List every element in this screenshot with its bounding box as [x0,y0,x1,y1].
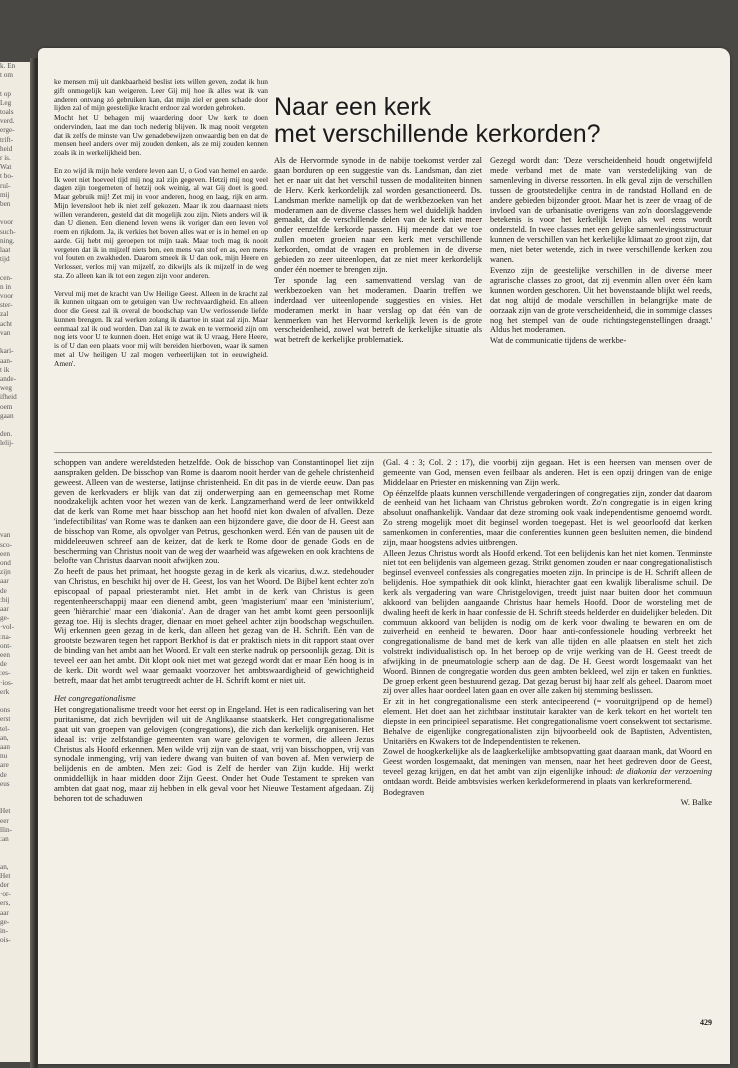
previous-page-fragment [0,853,30,862]
previous-page-fragment [0,697,30,706]
previous-page-fragment: t om [0,71,13,80]
previous-page-fragment: zijn [0,568,11,577]
prayer-paragraph: En zo wijd ik mijn hele verdere leven aan U, o God van hemel en aarde. Ik weet niet hoeveel tijd mij nog zal zijn gegeven. Hetzij mij nog veel dagen zijn toegemeten of hetzij ook weinig, al wat Gij doet is goed. Maar gebruik mij! Zet mij in voor anderen, hoog en laag, rijk en arm. Mijn levensloot heb ik niet zelf gekozen. Maar ik zou daarnaast niets willen veranderen, gesteld dat dit mogelijk zou zijn. Niets anders wil ik dan U dienen. Een dienend leven wens ik voriger dan een leven vol roem en rijkdom. Ja, ik verkies het boven alles wat er is in hemel en op aarde. Gij hebt mij geroepen tot mijn taak. Maar toch mag ik nooit vergeten dat ik in mijzelf niets ben, een mens van stof en as, een mens vol fouten en zwakheden. Daarom smeek ik U dan ook, mijn Heere en Verlosser, verlos mij van mijzelf, zo dikwijls als ik mijzelf in de weg sta. Zo alleen kan ik tot een zegen zijn voor anderen. [54,165,268,280]
previous-page-fragment [0,458,30,467]
body-paragraph: schoppen van andere wereldsteden hetzelfde. Ook de bisschop van Constantinopel liet zijn aanspraken gelden. De bisschop van Rome is daarom nooit herder van de gehele christenheid geweest. Alleen van de westerse, latijnse christenheid. En dit pas in de vierde eeuw. Dan pas geven de kerkvaders er blijk van dat zij onderwerping aan en gemeenschap met Rome noodzakelijk achten voor het wezen van de kerk. Langzamerhand werd de leer ontwikkeld dat de kerk van Rome met haar bisschop aan het hoofd niet kon dwalen of afvallen. Deze 'indefectibilitas' van Rome was te danken aan een bijzondere gave, die door de H. Geest aan de bisschop van Rome, als opvolger van Petrus, geschonken werd. Eén van de pausen uit de middeleeuwen schreef aan de keizer, dat de kerk te Rome door de genade Gods en de bescherming van Christus nooit van de weg der waarheid was afgeweken en ook krachtens de belofte van Christus daarvan nooit afwijken zou. [54,457,374,566]
previous-page-edge [0,62,30,1062]
previous-page-fragment: voor [0,292,14,301]
previous-page-fragment: een [0,651,10,659]
previous-page-fragment: ge- [0,614,10,623]
previous-page-fragment: aar [0,908,9,917]
body-paragraph: Zo heeft de paus het primaat, het hoogste gezag in de kerk als vicarius, d.w.z. stedehouder van Christus, en beschikt hij over de H. Geest, los van het Woord. De Bijbel kent echter zo'n episcopaal of papaal priesterambt niet. Het ambt in de kerk van Christus is geen regentenheerschappij maar een dienend ambt, geen 'magisterium' maar een 'ministerium', geen 'hiërarchie' maar een 'diakonia'. Aan de drager van het ambt komt geen persoonlijk gezag toe. Hij is slechts drager, dienaar en moet geheel achter zijn boodschap wegschuilen. Wij erkennen geen gezag in de kerk, dan alleen het gezag van de H. Schrift. Eén van de grootste bezwaren tegen het rapport Berkhof is dat er praktisch niets in dit rapport staat over de binding van het ambt aan het Woord. Er valt een sterke nadruk op persoonlijk gezag. Dit is teveel eer aan het ambt. Dit klopt ook niet met wat gezegd wordt dat er maar Eén hoog is in de kerk. Dit wordt wel waar gemaakt voorzover het ambtswaardigheid of gewichtigheid betreft, maar dat het ambt terugtreedt achter de H. Schrift komt er niet uit. [54,566,374,685]
previous-page-fragment: de [0,770,7,779]
previous-page-fragment: llin- [0,825,12,834]
previous-page-fragment: an, [0,862,9,871]
author-signature: W. Balke [680,796,712,807]
previous-page-fragment: ·vol- [0,623,14,632]
previous-page-fragment: toals [0,108,14,117]
previous-page-fragment [0,476,30,485]
previous-page-fragment [0,798,30,807]
previous-page-fragment: eus [0,779,10,788]
previous-page-fragment: :an [0,835,9,844]
previous-page-fragment [0,467,30,476]
previous-page-fragment: sco- [0,540,12,549]
previous-page-fragment: aar [0,604,9,613]
previous-page-fragment: ruï- [0,181,11,190]
previous-page-fragment: aan [0,743,10,752]
body-paragraph: Op éénzelfde plaats kunnen verschillende vergaderingen of congregaties zijn, zonder dat daarom de eenheid van het lichaam van Christus gebroken wordt. Zo'n congregatie is in eigen kring absoluut onafhankelijk. Vandaar dat deze stroming ook vaak independentisme genoemd wordt. Zo streng mogelijk moet dit beginsel worden toegepast. Het is wel geoorloofd dat kerken samenkomen in conferenties, maar die conferenties kunnen geen besluiten nemen, die bindend zijn, maar hoogstens advies uitbrengen. [383,487,712,547]
article-column-1 [274,156,482,345]
previous-page-fragment [0,264,30,273]
article-title [274,94,694,148]
lower-column-right [383,458,712,808]
article-paragraph: Evenzo zijn de geestelijke verschillen in de diverse meer agrarische classes zo groot, dat zij evenmin allen over één kam kunnen worden geschoren. Uit het bovenstaande blijkt wel reeds, dat nog altijd de modale verschillen in belangrijke mate de oorzaak zijn van de grote verscheidenheid, die in sommige classes nog het stempel van de oude richtingstegenstellingen draagt.' Aldus het moderamen. [490,265,712,335]
previous-page-fragment: an, [0,733,9,742]
previous-page-fragment: :na- [0,632,12,641]
previous-page-fragment [0,449,30,458]
previous-page-fragment: heid [0,144,13,153]
previous-page-fragment: t bo- [0,172,14,181]
previous-page-fragment: ge- [0,917,10,926]
previous-page-fragment [0,495,30,504]
body-paragraph: Alleen Jezus Christus wordt als Hoofd erkend. Tot een belijdenis kan het niet komen. Tenminste niet tot een belijdenis van algemeen gezag. Strikt genomen zouden er naar congregationalistisch beginsel evenveel confessies als congregaties moeten zijn. In principe is de H. Schrift alleen de belijdenis. Hoe sympathiek dit ook klinkt, hierachter gaat een kwalijk liberalisme schuil. De kerk als vergadering van ware Christgelovigen, treedt juist naar buiten door het commuun akkoord van belijden aangaande Christus haar hemels Hoofd. Door de worsteling met de dwaling heeft de kerk in haar confessie de H. Schrift steeds helderder en duidelijker beleden. Dit commuun akkoord van belijden is nodig om de kerk voor dwaling te bewaren en om de zuiverheid en eenheid te bewaren. Door haar anti-confessionele houding verbreekt het congregationalisme de band met de kerk van alle tijden en alle plaatsen en stelt het zich volstrekt individualistisch op. In het beroep op de vrije werking van de H. Geest treedt de afwijking in de pneumatologie scherp aan de dag. De H. Geest wordt losgemaakt van het Woord. Binnen de congregatie worden dus geen ambten bekleed, wel zijn er taken en funkties. De groep erkent geen bestuurend gezag. Dat gezag berust bij haar zelf als geheel. Daarom moet zij over alles haar oordeel laten gaan en over alle zaken bij stemming beslissen. [383,547,712,696]
previous-page-fragment: de [0,660,7,669]
previous-page-fragment: ers, [0,899,11,908]
previous-page-fragment: in- [0,927,8,936]
previous-page-fragment [0,80,30,89]
previous-page-fragment: verd. [0,117,15,126]
previous-page-fragment: such- [0,227,16,236]
previous-page-fragment: Het [0,871,11,880]
article-paragraph: Als de Hervormde synode in de nabije toekomst verder zal gaan borduren op een suggestie van ds. Landsman, dan ziet het er naar uit dat het verschil tussen de modaliteiten binnen de Herv. Kerk kerkordelijk zal worden gesanctioneerd. Ds. Landsman merkte namelijk op dat de werkbezoeken van het moderamen aan de diverse classes hem wel duidelijk hadden gemaakt, dat de verschillende delen van de kerk niet meer onder eenzelfde kerkorde passen. Hij meende dat we toe zullen moeten groeien naar een kerk met verschillende kerkorden, omdat de vragen en problemen in de diverse gebieden zo zeer uiteenlopen, dat ze niet meer kerkordelijk onder één noemer te brengen zijn. [274,156,482,274]
previous-page-fragment: tijd [0,255,10,264]
previous-page-fragment: ande- [0,374,16,383]
section-subheading: Het congregationalisme [54,693,136,704]
body-paragraph: (Gal. 4 : 3; Col. 2 : 17), die voorbij zijn gegaan. Het is een heersen van mensen over de gemeente van God, mensen even feilbaar als anderen. Het is een opzij dringen van de enige Middelaar en Priester en miskenning van Zijn werk. [383,457,712,487]
previous-page-fragment: t ik [0,365,10,374]
previous-page-fragment: ster- [0,301,13,310]
signature-row [383,798,712,808]
previous-page-fragment: ifheid [0,393,17,402]
previous-page-fragment: van [0,328,11,337]
previous-page-fragment: Het [0,807,11,816]
previous-page-fragment: are [0,761,9,770]
section-divider [54,452,712,453]
previous-page-fragment: r is. [0,154,11,163]
previous-page-fragment: acht [0,319,12,328]
previous-page-fragment: ond [0,558,11,567]
previous-page-fragment [0,209,30,218]
previous-page-fragment: erk [0,687,10,696]
body-paragraph: Het congregationalisme treedt voor het eerst op in Engeland. Het is een radicalisering van het puritanisme, dat zich bevrijden wil uit de Anglikaanse staatskerk. Het congregationalisme gaat uit van groepen van gelovigen (congregations), die zich dan kerkelijk organiseren. Het ideaal is: vrije zelfstandige gemeenten van ware gelovigen te vormen, die alleen Jezus Christus als Hoofd erkennen. Men wilde vrij zijn van de staat, vrij van bisschoppen, vrij van synodale inmenging, vrij van iedere dwang van buiten of van boven af. Men verwierp de belijdenis en de ambten. Men zei: God is Zelf de herder van Zijn kudde. Hij werkt onmiddellijk in haar midden door Zijn Geest. Onder het Oude Testament te spreken van ambten dat gaat nog, maar zij hebben in elk geval voor het Nieuwe Testament afgedaan. Zij behoren tot de schaduwen [54,704,374,803]
previous-page-fragment: kari- [0,347,14,356]
body-paragraph: Er zit in het congregationalisme een sterk antecipeerend (= vooruitgrijpend op de hemel) element. Het doet aan het zichtbaar institutair karakter van de kerk tekort en het wortelt ten diepste in een principieel separatisme. Het congregationalisme voert consekwent tot sectarisme. Behalve de eigenlijke congregationalisten zijn bijvoorbeeld ook de Baptisten, Adventisten, Unitariërs en Kwakers tot de Independentisten te rekenen. [383,696,712,746]
closing-text-b: ontdaan wordt. Beide ambtsvisies werken kerkdeformerend in plaats van kerkreformerend. [383,776,692,786]
prayer-column [54,78,268,368]
previous-page-fragment: Leg [0,98,12,107]
previous-page-fragment [0,421,30,430]
previous-page-fragment [0,338,30,347]
previous-page-fragment: erge- [0,126,15,135]
prayer-paragraph: Vervul mij met de kracht van Uw Heilige Geest. Alleen in de kracht zal ik kunnen uitgaan om te getuigen van Uw rechtvaardigheid. En alleen door die Geest zal ik overal de boodschap van Uw verlossende liefde kunnen brengen. Ik zal werken zolang ik daartoe in staat zal zijn. Maar eenmaal zal ik oud worden. Dan zal ik te zwak en te vermoeid zijn om nog iets voor U te kunnen doen. Het enige wat ik U vraag, Here Heere, is of U dan een plaats voor mij wilt bereiden hierboven, waar ik samen met al Uw heiligen U zal mogen verheerlijken tot in eeuwigheid. Amen'. [54,288,268,368]
article-paragraph: Gezegd wordt dan: 'Deze verscheidenheid houdt ongetwijfeld mede verband met de mate van verstedelijking van de samenleving in diverse ressorten. In elk geval zijn de verschillen tussen de grootstedelijke centra in de randstad Holland en de andere gebieden bijzonder groot. Maar het is zeer de vraag of de invloed van de urbanisatie overigens van zo'n doorslaggevende betekenis is voor het kerkelijk leven als wel eens wordt ondersteld. In twee classes met een gelijke samenlevingsstructuur kunnen de verschillen van het kerkelijke klimaat zo groot zijn, dat men, niet beter wetende, zich in twee verschillende kerken zou wanen. [490,156,712,265]
previous-page-fragment [0,504,30,513]
previous-page-fragment: een [0,549,10,558]
previous-page-fragment: voor [0,218,14,227]
previous-page-fragment: ons [0,706,10,715]
previous-page-fragment: trift- [0,135,14,144]
previous-page-fragment: Wat [0,163,12,172]
article-title-line-1: Naar een kerk [274,93,432,121]
prayer-paragraph: Mocht het U behagen mij waardering door Uw kerk te doen ondervinden, laat me dan toch nederig blijven. Ik mag nooit vergeten dat ik zelfs de minste van Uw genadebewijzen onwaardig ben en dat de mensen heel anders over mij zouden denken, als ze mij zouden kennen zoals ik in werkelijkheid ben. [54,113,268,157]
article-paragraph: Wat de communicatie tijdens de werkbe- [490,336,627,346]
previous-page-fragment: weg [0,384,12,393]
previous-page-fragment: nu [0,752,8,761]
previous-page-fragment: cen- [0,273,13,282]
previous-page-fragment: ben [0,200,11,209]
previous-page-fragment: t op [0,89,11,98]
previous-page-fragment: ois- [0,936,11,945]
previous-page-fragment [0,485,30,494]
closing-text-a: Zowel de hoogkerkelijke als de laagkerkelijke ambtsopvatting gaat daaraan mank, dat Woord en Geest worden losgemaakt, dat meningen van mensen, naar het heet gedreven door de Geest, teveel gezag krijgen, en dat het ambt van zijn eigenlijke inhoud: [383,746,712,777]
previous-page-fragment: van [0,531,11,540]
previous-page-fragment: den. [0,430,13,439]
previous-page-fragment: k. En [0,62,16,70]
previous-page-fragment: de [0,586,7,595]
previous-page-fragment: eer [0,816,9,825]
previous-page-fragment: ning. [0,236,15,245]
article-paragraph: Ter sponde lag een samenvattend verslag van de werkbezoeken van het moderamen. Daarin treffen we inderdaad ver uiteenlopende suggesties en visies. Het moderamen merkt in haar verslag op dat één van de kenmerken van het Hervormd kerkelijk leven is de grote verscheidenheid, zowel wat betreft de kerkelijke situatie als wat betreft de kerkelijke problematiek. [274,275,482,345]
article-title-line-2: met verschillende kerkorden? [274,120,601,148]
previous-page-fragment: ·or- [0,890,11,899]
previous-page-fragment [0,513,30,522]
previous-page-fragment: n in [0,282,11,291]
previous-page-fragment: ·ios- [0,678,14,687]
previous-page-fragment: gaan [0,411,14,420]
page-number: 429 [700,1018,712,1027]
emphasis-text: de diakonia der verzoening [615,766,712,777]
previous-page-fragment: aan- [0,356,13,365]
body-paragraph [383,747,712,786]
previous-page-fragment: tel- [0,724,10,733]
magazine-page [38,48,730,1064]
previous-page-fragment [0,522,30,531]
previous-page-fragment: oem [0,402,13,411]
previous-page-fragment: zal [0,310,9,319]
previous-page-fragment: laat [0,246,11,255]
previous-page-fragment: aar [0,577,9,586]
previous-page-fragment: der [0,881,10,890]
previous-page-fragment: mij [0,190,10,199]
article-column-2 [490,156,712,346]
previous-page-fragment: :bij [0,595,10,604]
previous-page-fragment: :es- [0,669,11,678]
previous-page-fragment [0,789,30,798]
previous-page-fragment [0,844,30,853]
previous-page-fragment: erst [0,715,11,724]
prayer-paragraph: ke mensen mij uit dankbaarheid beslist iets willen geven, zodat ik hun gift onmogelijk kan weigeren. Leer Gij mij hoe ik alles wat ik van anderen ontvang zó gebruiken kan, dat mijn ziel er geen schade door lijden zal of mijn geestelijke kracht erdoor zal worden gebroken. [54,77,268,113]
lower-column-left [54,458,374,804]
body-paragraph: Bodegraven [383,786,425,797]
previous-page-fragment: ont- [0,641,12,650]
previous-page-fragment: lelij- [0,439,14,448]
